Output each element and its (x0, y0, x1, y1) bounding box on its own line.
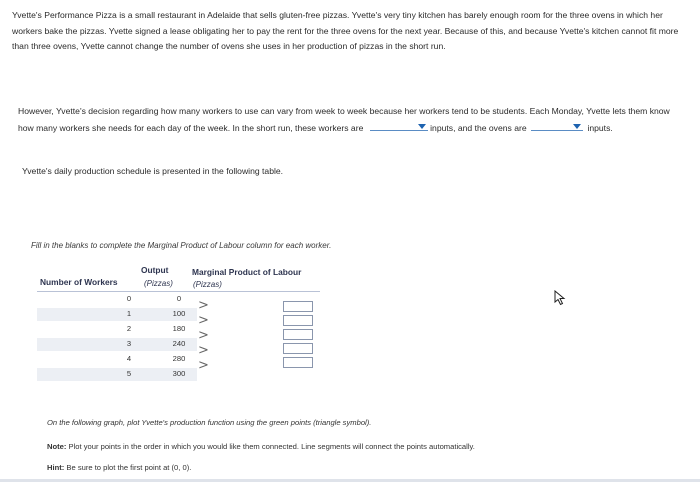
intro-paragraph-3: Yvette's daily production schedule is presented in the following table. (22, 166, 284, 176)
column-header-output: Output (141, 265, 169, 275)
right-chevron-icon: > (198, 328, 209, 343)
mouse-pointer-icon (554, 290, 566, 306)
table-row (37, 338, 197, 351)
output-cell: 180 (172, 324, 186, 333)
output-cell: 0 (176, 294, 182, 303)
table-row (37, 368, 197, 381)
workers-cell: 2 (126, 324, 132, 333)
table-row (37, 308, 197, 321)
right-chevron-icon: > (198, 358, 209, 373)
output-cell: 100 (172, 309, 186, 318)
column-header-mpl-unit: (Pizzas) (193, 280, 222, 289)
column-header-output-unit: (Pizzas) (144, 279, 173, 288)
note-text: Plot your points in the order in which you would like them connected. Line segments will connect the points automatically. (68, 442, 475, 451)
workers-cell: 4 (126, 354, 132, 363)
mpl-input-worker-3[interactable] (283, 329, 313, 340)
output-cell: 240 (172, 339, 186, 348)
workers-input-type-dropdown[interactable] (370, 120, 428, 131)
workers-cell: 3 (126, 339, 132, 348)
workers-cell: 1 (126, 309, 132, 318)
mpl-input-worker-5[interactable] (283, 357, 313, 368)
mpl-input-worker-4[interactable] (283, 343, 313, 354)
intro-paragraph-1: Yvette's Performance Pizza is a small restaurant in Adelaide that sells gluten-free pizzas. Yvette's very tiny kitchen has barely enough room for the three ovens in which her workers bake the pizzas. Yvette signed a lease obligating her to pay the rent for the three ovens for the next year. Because of this, and because Yvette's kitchen cannot fit more than three ovens, Yvette cannot change the number of ovens she uses in her production of pizzas in the short run. (12, 10, 679, 51)
note-line (47, 442, 475, 451)
hint-line (47, 463, 191, 472)
right-chevron-icon: > (198, 313, 209, 328)
note-label: Note: (47, 442, 67, 451)
intro-paragraph-2 (18, 104, 678, 136)
dropdown-arrow-icon (418, 124, 426, 129)
right-chevron-icon: > (198, 298, 209, 313)
mpl-input-worker-2[interactable] (283, 315, 313, 326)
intro-paragraph-2-text-b: inputs, and the ovens are (430, 122, 527, 133)
mpl-input-worker-1[interactable] (283, 301, 313, 312)
header-divider (37, 291, 320, 292)
table-instruction: Fill in the blanks to complete the Marginal Product of Labour column for each worker. (31, 241, 332, 250)
ovens-input-type-dropdown[interactable] (531, 120, 583, 131)
right-chevron-icon: > (198, 343, 209, 358)
workers-cell: 0 (126, 294, 132, 303)
column-header-workers: Number of Workers (40, 277, 118, 287)
output-cell: 280 (172, 354, 186, 363)
table-row (37, 353, 197, 366)
intro-paragraph-2-text-c: inputs. (587, 122, 613, 133)
table-row (37, 293, 197, 306)
dropdown-arrow-icon (573, 124, 581, 129)
hint-text: Be sure to plot the first point at (0, 0). (66, 463, 192, 472)
workers-cell: 5 (126, 369, 132, 378)
intro-paragraph-2-text-a: However, Yvette's decision regarding how many workers to use can vary from week to week because her workers tend to be students. Each Monday, Yvette lets them know how many workers she needs for each day of the week. In the short run, these workers are (18, 106, 670, 133)
graph-instruction: On the following graph, plot Yvette's production function using the green points (triangle symbol). (47, 418, 372, 427)
column-header-mpl: Marginal Product of Labour (192, 267, 302, 277)
table-row (37, 323, 197, 336)
output-cell: 300 (172, 369, 186, 378)
hint-label: Hint: (47, 463, 65, 472)
